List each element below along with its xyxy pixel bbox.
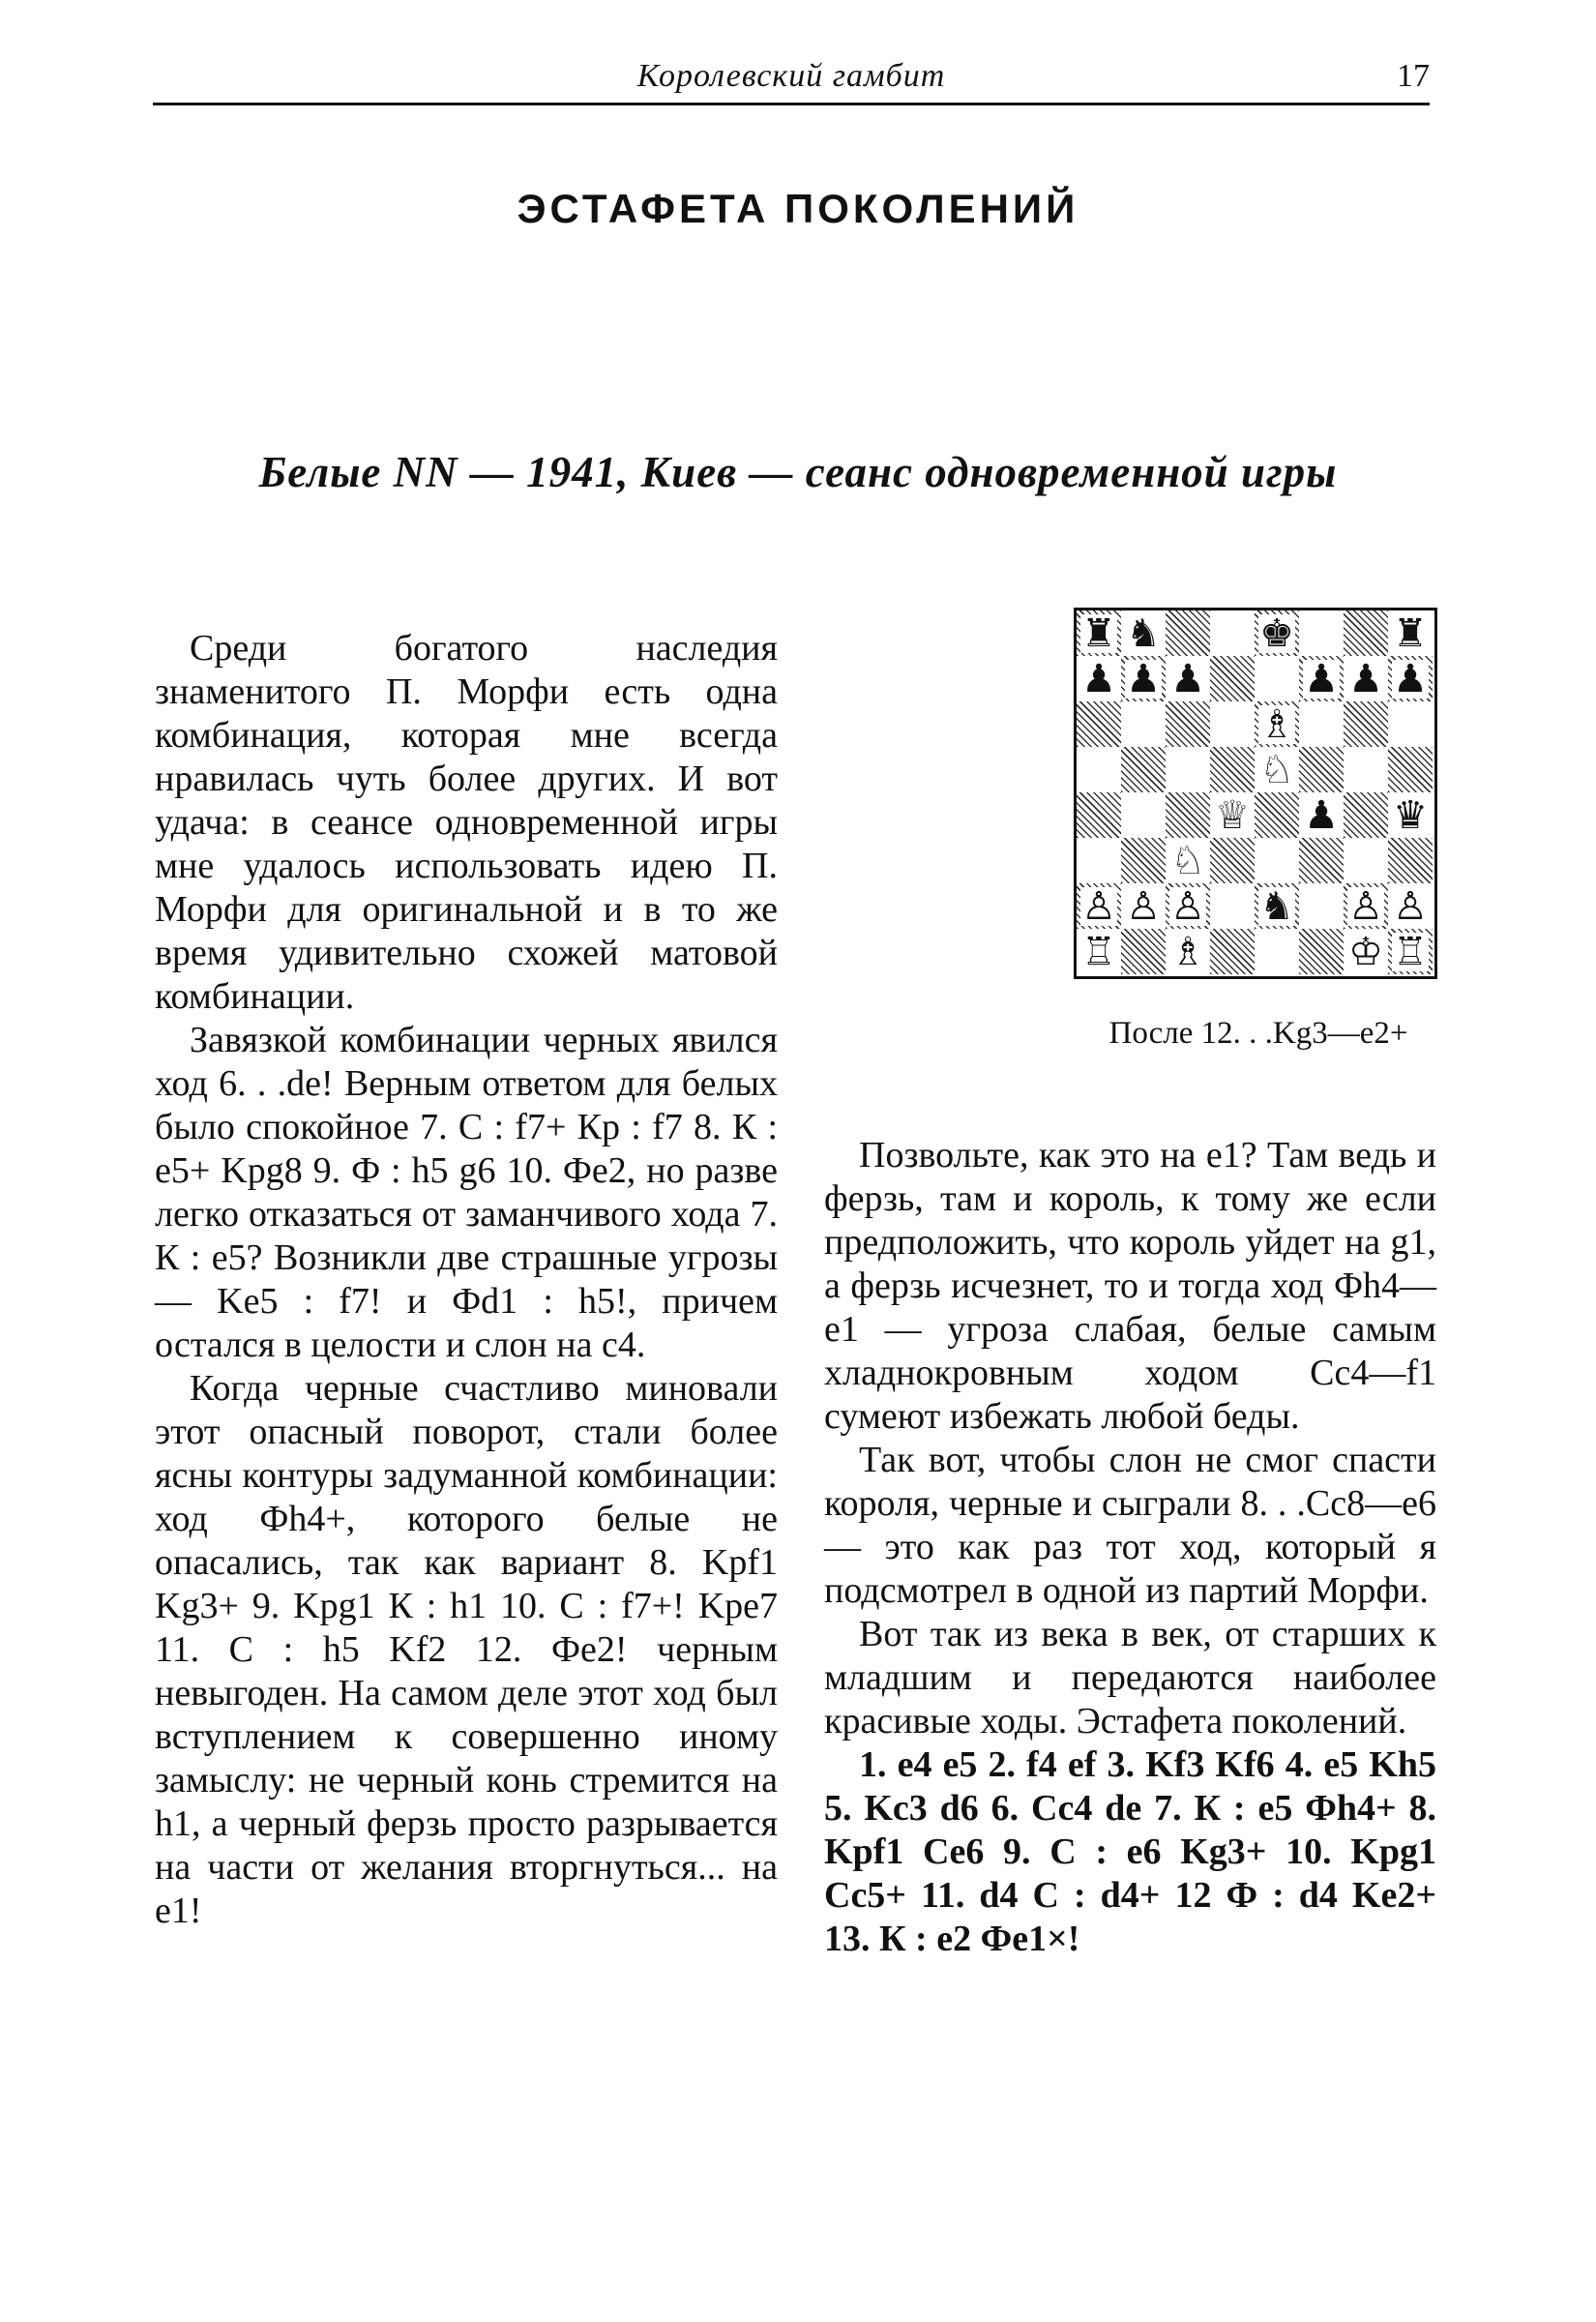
square-d5	[1210, 747, 1255, 792]
chess-piece-icon: ♞	[1126, 610, 1161, 656]
chess-piece-icon: ♖	[1081, 929, 1116, 974]
square-c5	[1166, 747, 1210, 792]
square-b7	[1121, 656, 1166, 701]
paragraph: Вот так из века в век, от старших к младшим и передаются наиболее красивые ходы. Эстафета поколений.	[824, 1614, 1436, 1742]
chess-piece-icon: ♘	[1259, 747, 1294, 792]
chapter-title: ЭСТАФЕТА ПОКОЛЕНИЙ	[517, 186, 1079, 231]
running-head-title: Королевский гамбит	[636, 58, 946, 94]
square-b1	[1121, 929, 1166, 974]
chess-piece-icon: ♕	[1215, 792, 1250, 838]
square-b3	[1121, 838, 1166, 883]
square-e6	[1255, 701, 1299, 747]
square-g3	[1344, 838, 1388, 883]
square-c2	[1166, 883, 1210, 929]
square-f6	[1299, 701, 1344, 747]
square-a7	[1077, 656, 1121, 701]
square-b4	[1121, 792, 1166, 838]
square-e1	[1255, 929, 1299, 974]
chess-piece-icon: ♙	[1126, 883, 1161, 929]
paragraph: Позвольте, как это на e1? Там ведь и ферзь, там и король, к тому же если предположить, что король уйдет на g1, а ферзь исчезнет, то и тогда ход Фh4—e1 — угроза слабая, белые самым хладнокровным ходом Сc4—f1 сумеют избежать любой беды.	[824, 1135, 1436, 1437]
square-h6	[1388, 701, 1433, 747]
chess-piece-icon: ♟	[1170, 656, 1205, 701]
square-c3	[1166, 838, 1210, 883]
chess-piece-icon: ♙	[1348, 883, 1383, 929]
chess-piece-icon: ♞	[1259, 883, 1294, 929]
square-c7	[1166, 656, 1210, 701]
chess-piece-icon: ♟	[1304, 792, 1339, 838]
chess-piece-icon: ♘	[1170, 838, 1205, 883]
chess-piece-icon: ♟	[1348, 656, 1383, 701]
square-g6	[1344, 701, 1388, 747]
square-g8	[1344, 610, 1388, 656]
square-a1	[1077, 929, 1121, 974]
square-h2	[1388, 883, 1433, 929]
chess-piece-icon: ♟	[1081, 656, 1116, 701]
square-f3	[1299, 838, 1344, 883]
square-h4	[1388, 792, 1433, 838]
chess-piece-icon: ♟	[1126, 656, 1161, 701]
square-h8	[1388, 610, 1433, 656]
square-b5	[1121, 747, 1166, 792]
paragraph: Когда черные счастливо миновали этот опасный поворот, стали более ясны контуры задуманной комбинации: ход Фh4+, которого белые не опасались, так как вариант 8. Kpf1 Kg3+ 9. Kpg1 К : h1 10. С : f7+! Kpe7 11. С : h5 Kf2 12. Фe2! черным невыгоден. На самом деле этот ход был вступлением к совершенно иному замыслу: не черный конь стремится на h1, а черный ферзь просто разрывается на части от желания вторгнуться... на e1!	[155, 1368, 778, 1931]
square-f1	[1299, 929, 1344, 974]
square-a5	[1077, 747, 1121, 792]
square-f8	[1299, 610, 1344, 656]
square-a3	[1077, 838, 1121, 883]
square-e8	[1255, 610, 1299, 656]
running-head	[153, 58, 1430, 105]
square-d6	[1210, 701, 1255, 747]
chess-piece-icon: ♜	[1393, 610, 1428, 656]
square-f2	[1299, 883, 1344, 929]
square-a4	[1077, 792, 1121, 838]
right-column	[824, 1134, 1436, 1961]
square-d3	[1210, 838, 1255, 883]
game-moves: 1. e4 e5 2. f4 ef 3. Kf3 Kf6 4. e5 Kh5 5. Kc3 d6 6. Cc4 de 7. К : e5 Фh4+ 8. Kpf1 Ce6 9. С : e6 Kg3+ 10. Kpg1 Cc5+ 11. d4 С : d4+ 12 Ф : d4 Ke2+ 13. К : e2 Фe1×!	[824, 1744, 1436, 1959]
square-g4	[1344, 792, 1388, 838]
chess-piece-icon: ♚	[1259, 610, 1294, 656]
chess-piece-icon: ♟	[1304, 656, 1339, 701]
chess-piece-icon: ♖	[1393, 929, 1428, 974]
square-c1	[1166, 929, 1210, 974]
square-d8	[1210, 610, 1255, 656]
square-e3	[1255, 838, 1299, 883]
chess-piece-icon: ♙	[1393, 883, 1428, 929]
square-b2	[1121, 883, 1166, 929]
chess-piece-icon: ♟	[1393, 656, 1428, 701]
paragraph: Среди богатого наследия знаменитого П. Морфи есть одна комбинация, которая мне всегда нравилась чуть более других. И вот удача: в сеансе одновременной игры мне удалось использовать идею П. Морфи для оригинальной и в то же время удивительно схожей матовой комбинации.	[155, 628, 778, 1017]
page-number: 17	[1397, 58, 1430, 94]
chess-piece-icon: ♗	[1259, 701, 1294, 747]
paragraph: Так вот, чтобы слон не смог спасти короля, черные и сыграли 8. . .Сc8—e6 — это как раз тот ход, который я подсмотрел в одной из партий Морфи.	[824, 1440, 1436, 1611]
chess-board	[1074, 608, 1437, 979]
square-d4	[1210, 792, 1255, 838]
square-a2	[1077, 883, 1121, 929]
square-h1	[1388, 929, 1433, 974]
square-b6	[1121, 701, 1166, 747]
chess-piece-icon: ♛	[1393, 792, 1428, 838]
square-d2	[1210, 883, 1255, 929]
square-c8	[1166, 610, 1210, 656]
square-h5	[1388, 747, 1433, 792]
square-c4	[1166, 792, 1210, 838]
chess-piece-icon: ♙	[1170, 883, 1205, 929]
chess-piece-icon: ♙	[1081, 883, 1116, 929]
square-f4	[1299, 792, 1344, 838]
square-d7	[1210, 656, 1255, 701]
square-f7	[1299, 656, 1344, 701]
diagram-caption: После 12. . .Kg3—e2+	[1108, 1016, 1408, 1051]
square-a8	[1077, 610, 1121, 656]
chess-diagram	[1074, 608, 1443, 985]
square-g1	[1344, 929, 1388, 974]
square-g2	[1344, 883, 1388, 929]
square-g5	[1344, 747, 1388, 792]
chess-piece-icon: ♔	[1348, 929, 1383, 974]
square-d1	[1210, 929, 1255, 974]
square-e7	[1255, 656, 1299, 701]
square-a6	[1077, 701, 1121, 747]
square-b8	[1121, 610, 1166, 656]
square-f5	[1299, 747, 1344, 792]
square-g7	[1344, 656, 1388, 701]
chess-piece-icon: ♜	[1081, 610, 1116, 656]
square-e2	[1255, 883, 1299, 929]
square-e5	[1255, 747, 1299, 792]
paragraph: Завязкой комбинации черных явился ход 6. . .de! Верным ответом для белых было спокойное 7. С : f7+ Кр : f7 8. К : e5+ Kpg8 9. Ф : h5 g6 10. Фe2, но разве легко отказаться от заманчивого хода 7. К : e5? Возникли две страшные угрозы — Ke5 : f7! и Фd1 : h5!, причем остался в целости и слон на c4.	[155, 1020, 778, 1365]
left-column	[155, 627, 778, 1933]
square-e4	[1255, 792, 1299, 838]
game-header: Белые NN — 1941, Киев — сеанс одновременной игры	[258, 448, 1338, 496]
square-h7	[1388, 656, 1433, 701]
square-c6	[1166, 701, 1210, 747]
square-h3	[1388, 838, 1433, 883]
chess-piece-icon: ♗	[1170, 929, 1205, 974]
